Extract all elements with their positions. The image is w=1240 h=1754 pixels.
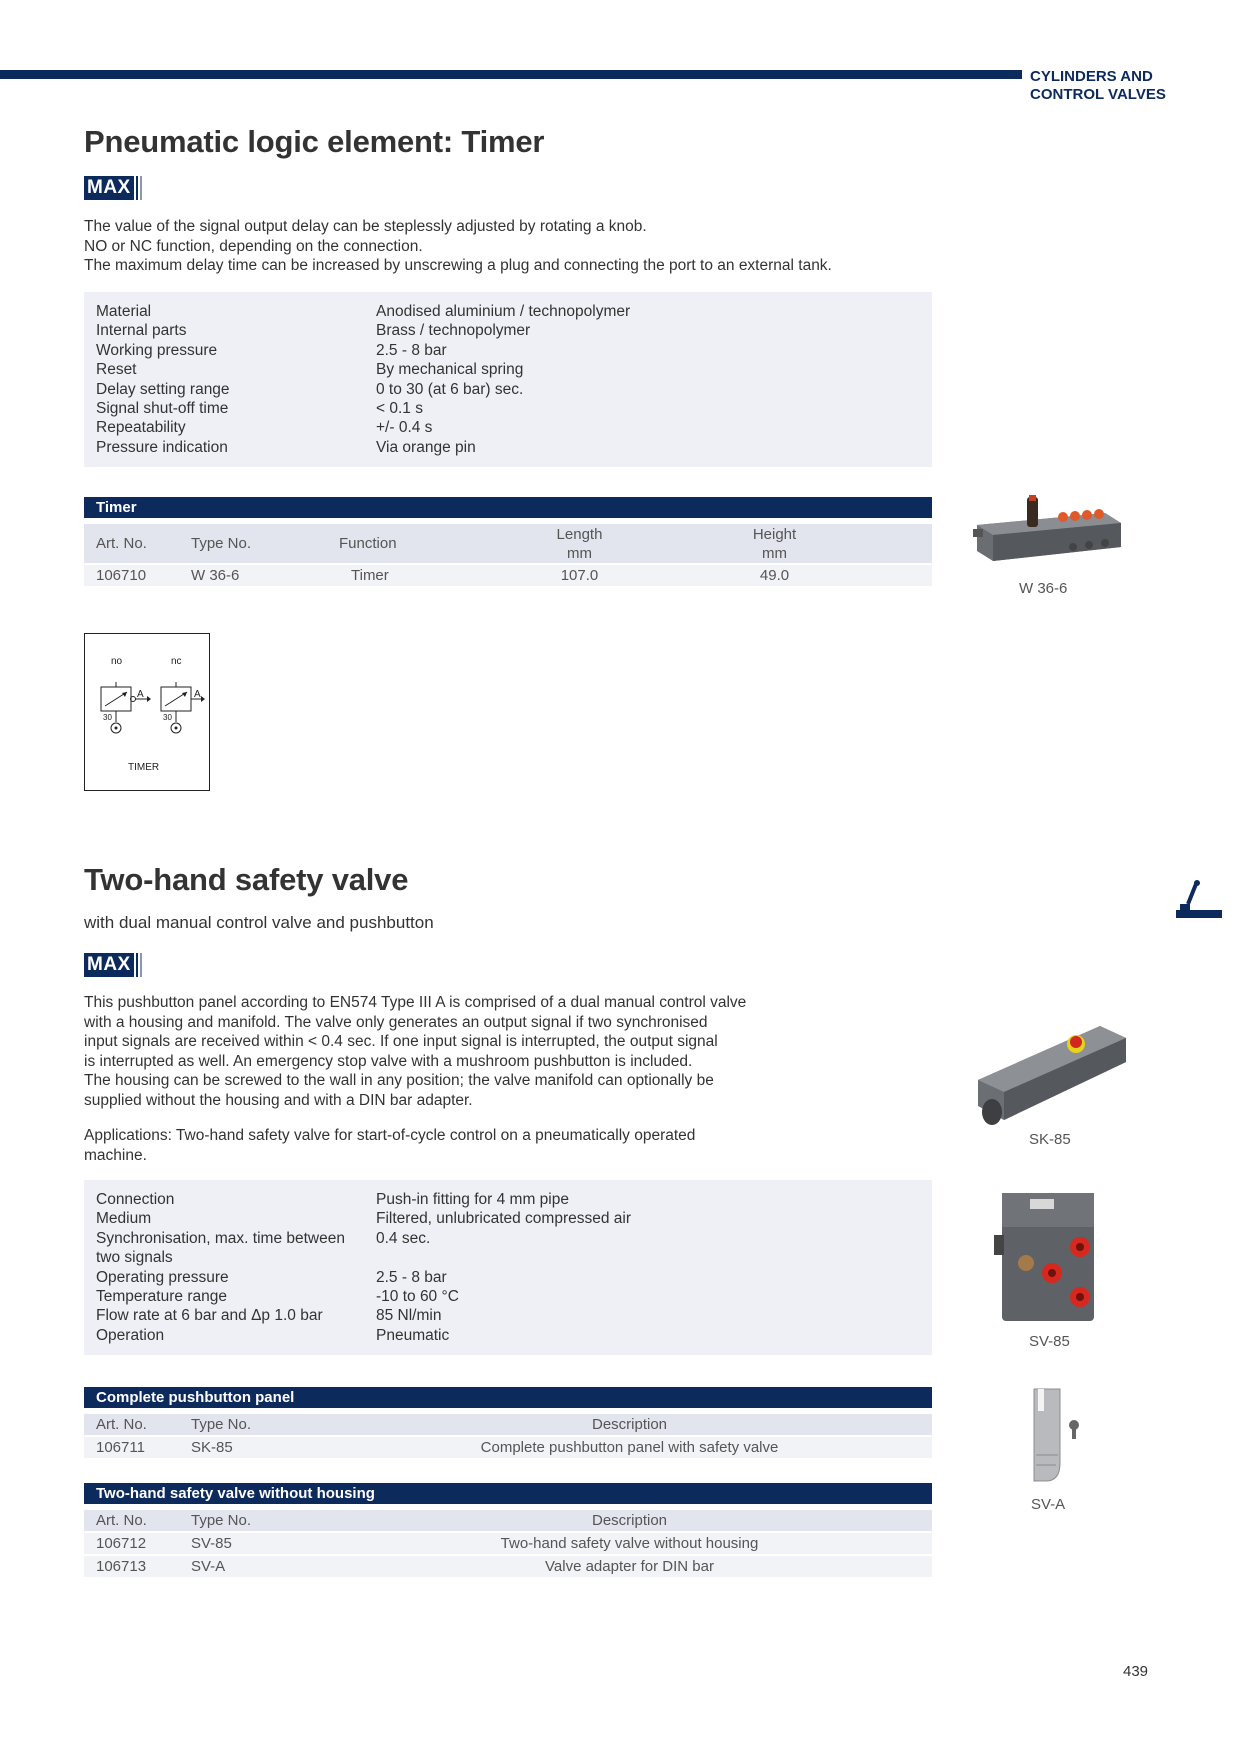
applications-line: machine. (84, 1146, 147, 1164)
spec-row (96, 399, 920, 418)
twohand-description-line: The housing can be screwed to the wall in any position; the valve manifold can optionally be (84, 1072, 714, 1089)
spec-row (96, 341, 920, 360)
cell-type-no: SK-85 (191, 1439, 233, 1456)
twohand-title: Two-hand safety valve (84, 862, 409, 897)
table-header-row (84, 1414, 932, 1435)
section-label-line1: CYLINDERS AND (1030, 68, 1153, 85)
table-row (84, 565, 932, 586)
spec-key: Synchronisation, max. time between (96, 1229, 345, 1247)
twohand-description-line: with a housing and manifold. The valve only generates an output signal if two synchronised (84, 1013, 708, 1031)
col-art-no: Art. No. (96, 1512, 147, 1529)
diagram-label-30: 30 (103, 713, 112, 722)
cell-description: Valve adapter for DIN bar (545, 1558, 714, 1575)
table-title: Two-hand safety valve without housing (84, 1483, 932, 1504)
timer-image-caption: W 36-6 (1019, 580, 1068, 597)
table-row (84, 1533, 932, 1554)
spec-key: Reset (96, 361, 137, 379)
sk85-caption: SK-85 (1029, 1131, 1071, 1148)
col-length-label: Length (556, 525, 603, 543)
spec-row (96, 302, 920, 321)
spec-value: 0 to 30 (at 6 bar) sec. (376, 380, 524, 398)
cell-length: 107.0 (560, 567, 599, 584)
table-header-row (84, 524, 932, 563)
spec-row (96, 1229, 920, 1248)
sv85-caption: SV-85 (1029, 1333, 1070, 1350)
col-description: Description (591, 1416, 668, 1433)
spec-value: 2.5 - 8 bar (376, 1268, 447, 1286)
safety-valve-table (84, 1483, 932, 1577)
cell-type-no: W 36-6 (191, 567, 240, 584)
header-bar (0, 70, 1018, 79)
spec-value: +/- 0.4 s (376, 419, 433, 437)
spec-key: Temperature range (96, 1288, 227, 1306)
cell-art-no: 106712 (96, 1535, 147, 1552)
col-type-no: Type No. (191, 1416, 252, 1433)
col-height-label: Height (752, 525, 797, 543)
max-badge-bars (136, 953, 142, 977)
timer-description-line: The value of the signal output delay can be steplessly adjusted by rotating a knob. (84, 218, 647, 235)
twohand-description-line: supplied without the housing and with a DIN bar adapter. (84, 1091, 473, 1109)
cell-description: Two-hand safety valve without housing (500, 1535, 759, 1552)
spec-key: two signals (96, 1249, 173, 1267)
timer-specs (84, 292, 932, 467)
col-height-unit: mm (762, 544, 787, 562)
cell-art-no: 106711 (96, 1439, 145, 1456)
spec-key: Medium (96, 1210, 152, 1228)
col-height (677, 525, 872, 563)
timer-description-line: The maximum delay time can be increased by unscrewing a plug and connecting the port to an external tank. (84, 257, 832, 274)
col-type-no: Type No. (191, 1512, 252, 1529)
col-art-no: Art. No. (96, 1416, 147, 1433)
spec-key: Working pressure (96, 341, 218, 359)
applications-line: Applications: Two-hand safety valve for start-of-cycle control on a pneumatically operated (84, 1127, 696, 1144)
spec-key: Connection (96, 1191, 175, 1208)
timer-description (84, 217, 832, 276)
spec-key: Flow rate at 6 bar and Δp 1.0 bar (96, 1307, 323, 1325)
section-label-line2: CONTROL VALVES (1030, 86, 1166, 103)
spec-row (96, 1248, 920, 1267)
cell-function: Timer (351, 567, 389, 584)
spec-key: Pressure indication (96, 438, 228, 456)
col-function: Function (339, 535, 397, 552)
spec-value: Anodised aluminium / technopolymer (376, 303, 631, 320)
table-header-row (84, 1510, 932, 1531)
diagram-label-a: A (137, 689, 144, 700)
table-row (84, 1437, 932, 1458)
pushbutton-panel-table (84, 1387, 932, 1458)
timer-title: Pneumatic logic element: Timer (84, 124, 545, 159)
table-title: Timer (84, 497, 932, 518)
spec-row (96, 1190, 920, 1209)
spec-value: Brass / technopolymer (376, 322, 531, 340)
max-badge-bars (136, 176, 142, 200)
twohand-description-line: input signals are received within < 0.4 sec. If one input signal is interrupted, the output signal (84, 1033, 718, 1050)
twohand-description-line: This pushbutton panel according to EN574 Type III A is comprised of a dual manual control valve (84, 994, 747, 1011)
twohand-description (84, 993, 746, 1110)
col-type-no: Type No. (191, 535, 252, 552)
cell-art-no: 106713 (96, 1558, 147, 1575)
spec-value: -10 to 60 °C (376, 1288, 459, 1306)
spec-value: < 0.1 s (376, 400, 423, 418)
diagram-label-a: A (194, 689, 201, 700)
spec-key: Internal parts (96, 322, 187, 340)
twohand-specs (84, 1180, 932, 1355)
header-bar-tick (1018, 70, 1022, 79)
table-row (84, 1556, 932, 1577)
diagram-label-no: no (111, 656, 123, 667)
max-badge (84, 176, 142, 200)
spec-row (96, 1268, 920, 1287)
timer-symbol-diagram (84, 633, 210, 791)
cell-art-no: 106710 (96, 567, 147, 584)
spec-value (376, 1248, 920, 1267)
col-art-no: Art. No. (96, 535, 147, 552)
spec-key: Operation (96, 1326, 165, 1344)
max-badge-text: MAX (84, 176, 134, 200)
spec-value: Push-in fitting for 4 mm pipe (376, 1191, 569, 1208)
twohand-subtitle: with dual manual control valve and pushbutton (84, 913, 434, 932)
spec-value: 2.5 - 8 bar (376, 341, 447, 359)
spec-value: Filtered, unlubricated compressed air (376, 1210, 632, 1228)
spec-key: Operating pressure (96, 1268, 229, 1286)
spec-key: Material (96, 303, 152, 320)
sk85-product-image (972, 1020, 1132, 1140)
sva-product-image (1030, 1385, 1090, 1495)
spec-row (96, 1306, 920, 1325)
spec-row (96, 1287, 920, 1306)
spec-row (96, 1209, 920, 1228)
twohand-description-line: is interrupted as well. An emergency stop valve with a mushroom pushbutton is included. (84, 1052, 693, 1070)
timer-table (84, 497, 932, 586)
max-badge (84, 953, 142, 977)
page-number: 439 (1123, 1663, 1149, 1680)
spec-value: By mechanical spring (376, 361, 524, 379)
spec-row (96, 321, 920, 340)
spec-value: Via orange pin (376, 438, 476, 456)
timer-description-line: NO or NC function, depending on the connection. (84, 237, 423, 255)
timer-symbol-svg (85, 634, 208, 789)
timer-product-image (965, 495, 1125, 580)
spec-row (96, 418, 920, 437)
spec-value: 85 Nl/min (376, 1307, 442, 1325)
spec-key: Repeatability (96, 419, 186, 437)
max-badge-text: MAX (84, 953, 134, 977)
col-description: Description (591, 1512, 668, 1529)
diagram-label-nc: nc (171, 656, 182, 667)
spec-row (96, 438, 920, 457)
diagram-caption: TIMER (128, 762, 160, 773)
cell-description: Complete pushbutton panel with safety valve (480, 1439, 779, 1456)
spec-row (96, 360, 920, 379)
cell-type-no: SV-85 (191, 1535, 232, 1552)
sv85-product-image (990, 1185, 1110, 1330)
sva-caption: SV-A (1031, 1496, 1066, 1513)
col-length-unit: mm (567, 544, 592, 562)
diagram-label-30: 30 (163, 713, 172, 722)
table-title: Complete pushbutton panel (84, 1387, 932, 1408)
cell-type-no: SV-A (191, 1558, 226, 1575)
spec-key: Signal shut-off time (96, 400, 229, 418)
twohand-applications (84, 1126, 695, 1165)
spec-value: 0.4 sec. (376, 1229, 431, 1247)
section-label (1030, 68, 1166, 104)
spec-row (96, 1326, 920, 1345)
col-length (482, 525, 677, 563)
cell-height: 49.0 (759, 567, 790, 584)
spec-row (96, 380, 920, 399)
spec-value: Pneumatic (376, 1326, 450, 1344)
section-tab-icon (1176, 880, 1222, 920)
spec-key: Delay setting range (96, 380, 230, 398)
